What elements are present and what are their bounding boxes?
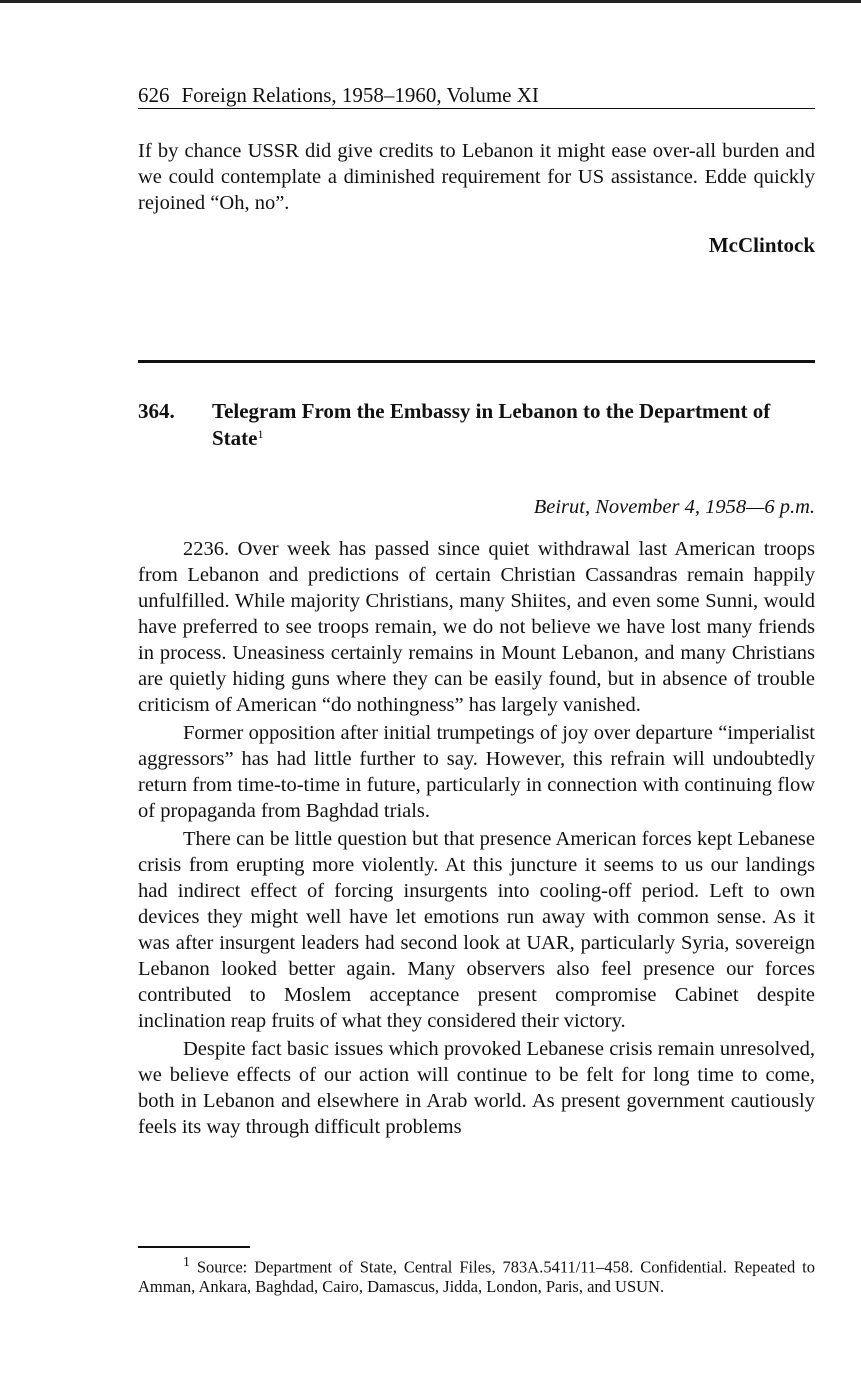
footnote-reference[interactable]: 1 (257, 427, 264, 441)
previous-document-closing (138, 138, 815, 216)
body-paragraph: 2236. Over week has passed since quiet withdrawal last American troops from Lebanon and predictions of certain Christian Cassandras remain happily unfulfilled. While majority Christians, many Shiites, and even some Sunni, would have preferred to see troops remain, we do not believe we have lost many friends in process. Uneasiness certainly remains in Mount Lebanon, and many Christians are quietly hiding guns where they can be easily found, but in absence of trouble criticism of American “do nothingness” has largely vanished. (138, 538, 815, 716)
body-paragraph: Former opposition after initial trumpetings of joy over departure “imperialist aggressors” has had little further to say. However, this refrain will undoubtedly return from time-to-time in future, particularly in connection with continuing flow of propaganda from Baghdad trials. (138, 722, 815, 822)
footnote-marker: 1 (183, 1254, 190, 1269)
document-body (138, 536, 815, 1140)
footnote (138, 1252, 815, 1296)
signature: McClintock (708, 233, 815, 257)
page-number: 626 (138, 83, 170, 107)
series-title: Foreign Relations, 1958–1960, Volume XI (181, 83, 539, 107)
section-divider-rule (138, 360, 815, 363)
footnote-text: Source: Department of State, Central Files, 783A.5411/11–458. Confidential. Repeated to Amman, Ankara, Baghdad, Cairo, Damascus, Jidda, London, Paris, and USUN. (138, 1257, 816, 1296)
page-top-edge (0, 0, 861, 3)
body-paragraph: Despite fact basic issues which provoked Lebanese crisis remain unresolved, we believe effects of our action will continue to be felt for long time to come, both in Lebanon and elsewhere in Arab world. As present government cautiously feels its way through difficult problems (138, 1038, 815, 1138)
body-paragraph: There can be little question but that presence American forces kept Lebanese crisis from erupting more violently. At this juncture it seems to us our landings had indirect effect of forcing insurgents into cooling-off period. Left to own devices they might well have let emotions run away with common sense. As it was after insurgent leaders had second look at UAR, particularly Syria, sovereign Lebanon looked better again. Many observers also feel presence our forces contributed to Moslem acceptance present compromise Cabinet despite inclination reap fruits of what they considered their victory. (138, 828, 815, 1032)
document-title: Telegram From the Embassy in Lebanon to the Department of State (212, 399, 771, 450)
dateline: Beirut, November 4, 1958—6 p.m. (533, 496, 815, 518)
document-title-block (212, 398, 815, 452)
document-number: 364. (138, 399, 175, 423)
header-rule (138, 108, 815, 109)
closing-paragraph: If by chance USSR did give credits to Lebanon it might ease over-all burden and we could contemplate a diminished requirement for US assistance. Edde quickly rejoined “Oh, no”. (138, 140, 815, 214)
footnote-rule (138, 1246, 250, 1248)
running-head (138, 82, 815, 108)
